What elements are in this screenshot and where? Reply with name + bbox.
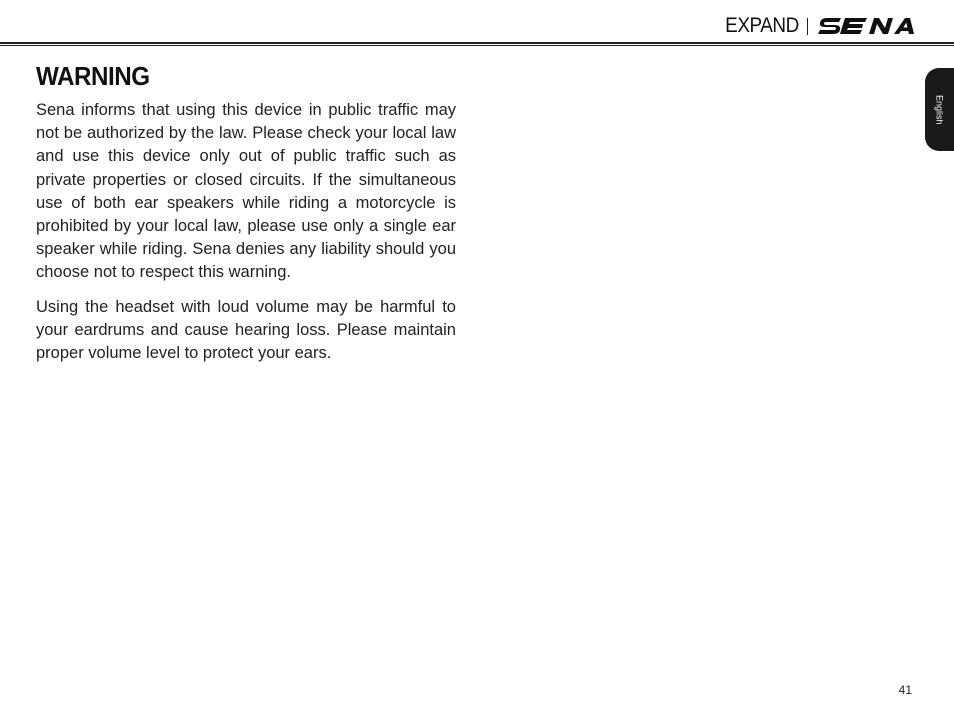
warning-paragraph: Sena informs that using this device in public traffic may not be authorized by the law. Please check your local law and use this device only out of public traffic such as private properties or closed circuits. If the simultaneous use of both ear speakers while riding a motorcycle is prohibited by your local law, please use only a single ear speaker while riding. Sena denies any liability should you choose not to respect this warning. <box>36 101 456 282</box>
section-body <box>36 99 456 376</box>
header-rule <box>0 42 954 44</box>
sena-logo <box>818 16 914 36</box>
language-tab <box>925 68 954 151</box>
volume-paragraph: Using the headset with loud volume may be harmful to your eardrums and cause hearing loss. Please maintain proper volume level to protect your ears. <box>36 297 456 363</box>
page-number: 41 <box>898 683 912 697</box>
header-separator <box>807 18 809 35</box>
page-header <box>717 12 914 40</box>
header-rule-thin <box>0 45 954 46</box>
product-name: EXPAND <box>724 14 799 37</box>
section-title: WARNING <box>36 61 150 91</box>
language-label: English <box>934 94 945 125</box>
